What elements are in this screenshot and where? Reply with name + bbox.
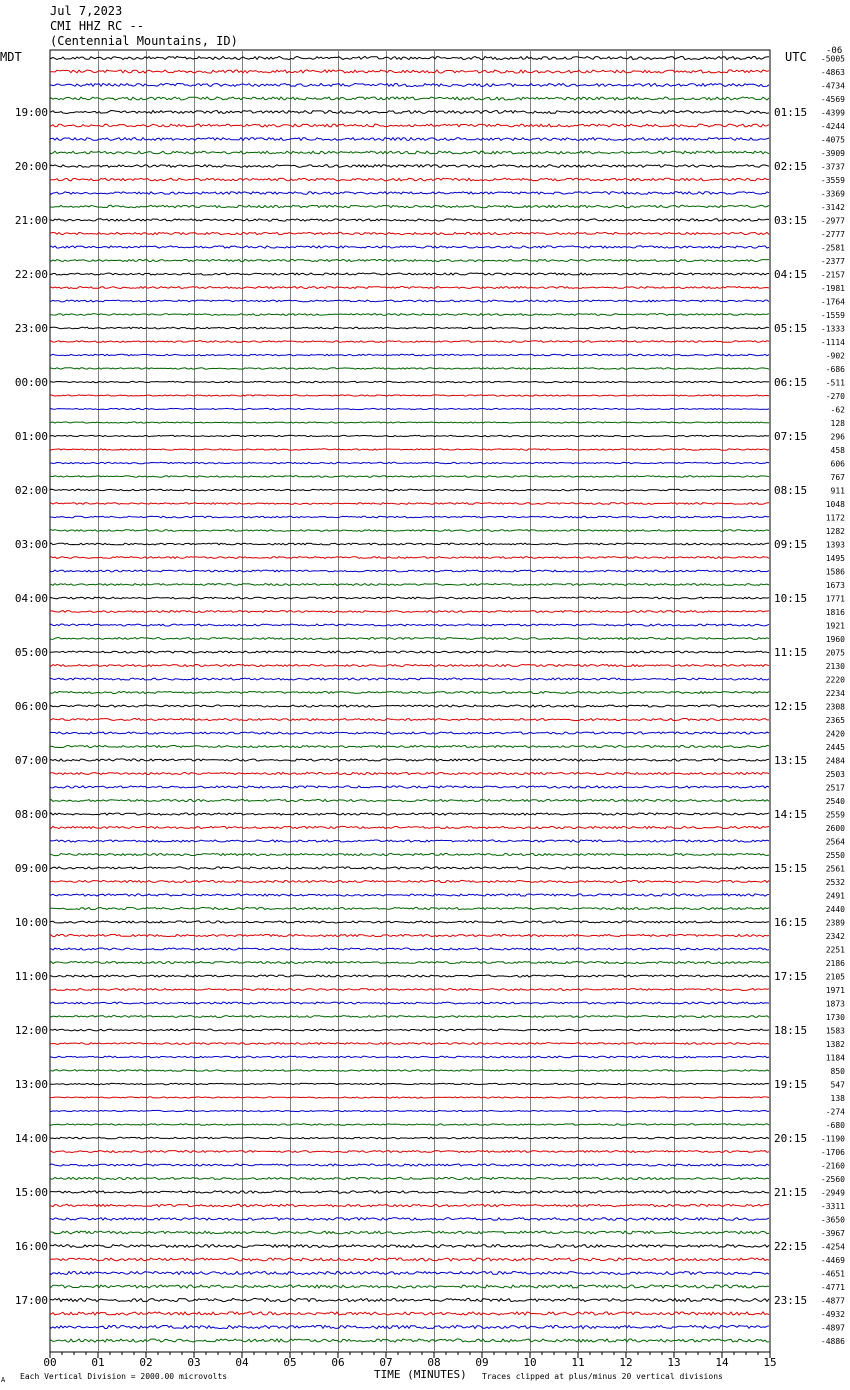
seismic-trace bbox=[50, 503, 769, 505]
trace-offset-label: -2977 bbox=[820, 216, 845, 226]
trace-offset-label: 2564 bbox=[825, 837, 845, 847]
trace-offset-label: 2075 bbox=[825, 648, 845, 658]
seismic-trace bbox=[50, 543, 769, 545]
seismic-trace bbox=[50, 56, 769, 59]
seismic-trace bbox=[50, 1191, 769, 1193]
trace-offset-label: -3142 bbox=[820, 203, 845, 212]
right-hour-label: 13:15 bbox=[774, 754, 808, 767]
x-tick-label: 06 bbox=[331, 1356, 345, 1369]
trace-offset-label: 1873 bbox=[825, 999, 845, 1009]
trace-offset-label: 2342 bbox=[825, 932, 845, 941]
trace-offset-label: 2130 bbox=[825, 662, 845, 671]
right-hour-label: 01:15 bbox=[774, 106, 808, 119]
trace-offset-label: -4651 bbox=[820, 1269, 845, 1279]
trace-offset-label: 2540 bbox=[825, 797, 845, 806]
seismic-trace bbox=[50, 880, 769, 882]
trace-offset-label: -2160 bbox=[820, 1161, 845, 1171]
trace-offset-label: 2389 bbox=[825, 918, 845, 928]
trace-offset-label: 1393 bbox=[825, 540, 845, 550]
seismic-trace bbox=[50, 678, 769, 680]
trace-offset-label: -3369 bbox=[820, 189, 845, 199]
seismic-trace bbox=[50, 151, 769, 154]
seismic-trace bbox=[50, 989, 769, 991]
trace-offset-label: -274 bbox=[825, 1107, 845, 1117]
trace-offset-label: -3909 bbox=[820, 149, 845, 158]
seismic-trace bbox=[50, 530, 769, 532]
right-hour-label: 15:15 bbox=[774, 862, 808, 875]
left-hour-label: 20:00 bbox=[14, 160, 48, 173]
trace-offset-label: 2600 bbox=[825, 824, 845, 833]
seismic-trace bbox=[50, 341, 769, 343]
x-tick-label: 15 bbox=[763, 1356, 777, 1369]
plot-frame bbox=[50, 50, 770, 1352]
corner-mark: A bbox=[1, 1376, 6, 1384]
seismic-trace bbox=[50, 1285, 769, 1288]
seismic-trace bbox=[50, 97, 769, 100]
right-hour-label: 17:15 bbox=[774, 970, 808, 983]
trace-offset-label: -4569 bbox=[820, 95, 845, 104]
x-tick-label: 14 bbox=[715, 1356, 729, 1369]
left-hour-label: 12:00 bbox=[14, 1024, 48, 1037]
seismic-trace bbox=[50, 1245, 769, 1248]
trace-offset-label: 767 bbox=[830, 473, 845, 482]
x-tick-label: 01 bbox=[91, 1356, 105, 1369]
trace-offset-label: 850 bbox=[830, 1067, 845, 1076]
seismic-trace bbox=[50, 381, 769, 382]
trace-offset-label: -4932 bbox=[820, 1310, 845, 1319]
trace-offset-label: -4469 bbox=[820, 1256, 845, 1265]
seismic-trace bbox=[50, 232, 769, 234]
seismic-trace bbox=[50, 1137, 769, 1139]
seismic-trace bbox=[50, 786, 769, 788]
seismic-trace bbox=[50, 327, 769, 329]
seismic-trace bbox=[50, 1325, 769, 1328]
corner-note: -06 bbox=[826, 46, 843, 56]
trace-offset-label: 2186 bbox=[825, 959, 845, 968]
left-hour-label: 07:00 bbox=[14, 754, 48, 767]
right-hour-label: 08:15 bbox=[774, 484, 808, 497]
header-date: Jul 7,2023 bbox=[50, 4, 123, 18]
scale-note: Each Vertical Division = 2000.00 microvolts bbox=[20, 1372, 228, 1381]
trace-offset-label: 2365 bbox=[825, 716, 845, 725]
seismic-trace bbox=[50, 1070, 769, 1072]
seismic-trace bbox=[50, 259, 769, 261]
trace-offset-label: -3737 bbox=[820, 162, 845, 172]
trace-offset-label: 2308 bbox=[825, 702, 845, 712]
x-tick-label: 03 bbox=[187, 1356, 201, 1369]
seismic-trace bbox=[50, 84, 769, 87]
seismic-trace bbox=[50, 853, 769, 855]
trace-offset-label: 2220 bbox=[825, 675, 845, 685]
trace-offset-label: 2420 bbox=[825, 729, 845, 739]
trace-offset-label: 1586 bbox=[825, 567, 845, 577]
left-hour-label: 01:00 bbox=[14, 430, 48, 443]
seismic-trace bbox=[50, 772, 769, 774]
seismic-trace bbox=[50, 1312, 769, 1315]
seismic-trace bbox=[50, 219, 769, 221]
trace-offset-label: -4399 bbox=[820, 108, 845, 118]
seismic-trace bbox=[50, 597, 769, 599]
seismic-trace bbox=[50, 732, 769, 734]
seismic-trace bbox=[50, 1043, 769, 1045]
left-hour-label: 04:00 bbox=[14, 592, 48, 605]
x-tick-label: 10 bbox=[523, 1356, 537, 1369]
x-tick-label: 13 bbox=[667, 1356, 681, 1369]
right-hour-label: 20:15 bbox=[774, 1132, 808, 1145]
seismic-trace bbox=[50, 314, 769, 316]
seismic-trace bbox=[50, 449, 769, 450]
trace-offset-label: -4244 bbox=[820, 122, 845, 131]
right-hour-label: 21:15 bbox=[774, 1186, 808, 1199]
seismic-trace bbox=[50, 1177, 769, 1179]
trace-offset-label: 1960 bbox=[825, 635, 845, 644]
right-hour-label: 18:15 bbox=[774, 1024, 808, 1037]
trace-offset-label: -2581 bbox=[820, 243, 845, 253]
left-timezone-label: MDT bbox=[0, 50, 22, 64]
seismic-trace bbox=[50, 1110, 769, 1111]
trace-offset-label: 2550 bbox=[825, 851, 845, 860]
trace-offset-label: -3967 bbox=[820, 1229, 845, 1238]
x-axis-label: TIME (MINUTES) bbox=[374, 1368, 467, 1381]
seismic-trace bbox=[50, 1164, 769, 1166]
left-hour-label: 15:00 bbox=[14, 1186, 48, 1199]
trace-offset-label: 1048 bbox=[825, 500, 845, 509]
seismic-trace bbox=[50, 1298, 769, 1301]
seismic-trace bbox=[50, 1124, 769, 1125]
seismic-trace bbox=[50, 745, 769, 747]
seismic-trace bbox=[50, 287, 769, 289]
trace-offset-label: -2560 bbox=[820, 1175, 845, 1184]
seismic-trace bbox=[50, 1218, 769, 1221]
seismic-trace bbox=[50, 840, 769, 842]
trace-offset-label: 2440 bbox=[825, 905, 845, 914]
seismic-trace bbox=[50, 692, 769, 694]
seismic-trace bbox=[50, 70, 769, 73]
trace-offset-label: -511 bbox=[825, 378, 845, 388]
seismic-trace bbox=[50, 165, 769, 168]
trace-offset-label: -4075 bbox=[820, 135, 845, 145]
seismic-trace bbox=[50, 894, 769, 896]
trace-offset-label: -2949 bbox=[820, 1188, 845, 1198]
trace-offset-label: 458 bbox=[830, 446, 845, 455]
trace-offset-label: 2484 bbox=[825, 756, 845, 766]
left-hour-label: 17:00 bbox=[14, 1294, 48, 1307]
seismic-trace bbox=[50, 1258, 769, 1261]
trace-offset-label: 128 bbox=[830, 419, 845, 428]
x-tick-label: 05 bbox=[283, 1356, 297, 1369]
seismic-trace bbox=[50, 1339, 769, 1342]
trace-offset-label: -4771 bbox=[820, 1283, 845, 1292]
trace-offset-label: -1559 bbox=[820, 311, 845, 320]
left-hour-label: 11:00 bbox=[14, 970, 48, 983]
seismic-trace bbox=[50, 665, 769, 667]
seismic-trace bbox=[50, 651, 769, 653]
seismic-trace bbox=[50, 192, 769, 195]
right-hour-label: 10:15 bbox=[774, 592, 808, 605]
right-hour-label: 06:15 bbox=[774, 376, 808, 389]
trace-offset-label: -1333 bbox=[820, 324, 845, 334]
trace-offset-label: -5005 bbox=[820, 54, 845, 64]
trace-offset-label: -1764 bbox=[820, 297, 845, 307]
right-hour-label: 14:15 bbox=[774, 808, 808, 821]
seismic-trace bbox=[50, 1083, 769, 1084]
right-hour-label: 23:15 bbox=[774, 1294, 808, 1307]
trace-offset-label: -62 bbox=[830, 405, 845, 415]
x-tick-label: 04 bbox=[235, 1356, 249, 1369]
left-hour-label: 16:00 bbox=[14, 1240, 48, 1253]
seismic-trace bbox=[50, 462, 769, 463]
clip-note: Traces clipped at plus/minus 20 vertical divisions bbox=[482, 1372, 723, 1381]
right-hour-label: 22:15 bbox=[774, 1240, 808, 1253]
seismic-trace bbox=[50, 516, 769, 518]
trace-offset-label: 1583 bbox=[825, 1026, 845, 1036]
seismic-trace bbox=[50, 1016, 769, 1018]
seismic-trace bbox=[50, 759, 769, 761]
seismic-trace bbox=[50, 1231, 769, 1234]
left-hour-label: 08:00 bbox=[14, 808, 48, 821]
seismic-trace bbox=[50, 948, 769, 950]
seismic-trace bbox=[50, 395, 769, 396]
trace-offset-label: 1921 bbox=[825, 621, 845, 631]
seismic-trace bbox=[50, 718, 769, 720]
x-tick-label: 11 bbox=[571, 1356, 585, 1369]
seismic-trace bbox=[50, 624, 769, 626]
trace-offset-label: -4863 bbox=[820, 68, 845, 77]
seismic-trace bbox=[50, 705, 769, 707]
left-hour-label: 06:00 bbox=[14, 700, 48, 713]
trace-offset-label: 2491 bbox=[825, 891, 845, 901]
seismic-trace bbox=[50, 1204, 769, 1207]
trace-offset-label: -4877 bbox=[820, 1296, 845, 1306]
left-hour-label: 13:00 bbox=[14, 1078, 48, 1091]
left-hour-label: 03:00 bbox=[14, 538, 48, 551]
left-hour-label: 21:00 bbox=[14, 214, 48, 227]
trace-offset-label: 911 bbox=[830, 486, 845, 496]
trace-offset-label: 1730 bbox=[825, 1013, 845, 1022]
trace-offset-label: 1495 bbox=[825, 554, 845, 563]
seismic-trace bbox=[50, 1097, 769, 1098]
left-hour-label: 05:00 bbox=[14, 646, 48, 659]
trace-offset-label: 1771 bbox=[825, 594, 845, 604]
right-hour-label: 07:15 bbox=[774, 430, 808, 443]
trace-offset-label: -902 bbox=[825, 351, 845, 361]
seismic-trace bbox=[50, 368, 769, 369]
seismic-trace bbox=[50, 611, 769, 613]
seismic-trace bbox=[50, 124, 769, 127]
x-tick-label: 12 bbox=[619, 1356, 633, 1369]
left-hour-label: 02:00 bbox=[14, 484, 48, 497]
seismic-trace bbox=[50, 1056, 769, 1058]
trace-offset-label: -4734 bbox=[820, 81, 845, 91]
seismic-trace bbox=[50, 799, 769, 801]
seismic-trace bbox=[50, 300, 769, 302]
x-tick-label: 02 bbox=[139, 1356, 153, 1369]
left-hour-label: 10:00 bbox=[14, 916, 48, 929]
right-hour-label: 12:15 bbox=[774, 700, 808, 713]
right-hour-label: 03:15 bbox=[774, 214, 808, 227]
trace-offset-label: 138 bbox=[830, 1094, 845, 1103]
seismic-trace bbox=[50, 246, 769, 248]
seismic-trace bbox=[50, 422, 769, 423]
trace-offset-label: -2777 bbox=[820, 230, 845, 239]
trace-offset-label: 1816 bbox=[825, 608, 845, 617]
right-hour-label: 11:15 bbox=[774, 646, 808, 659]
trace-offset-label: -1706 bbox=[820, 1148, 845, 1157]
seismic-trace bbox=[50, 826, 769, 828]
left-hour-label: 14:00 bbox=[14, 1132, 48, 1145]
seismic-trace bbox=[50, 1002, 769, 1004]
trace-offset-label: -1114 bbox=[820, 338, 845, 347]
trace-offset-label: 2445 bbox=[825, 743, 845, 752]
seismic-trace bbox=[50, 557, 769, 559]
seismic-trace bbox=[50, 273, 769, 275]
left-hour-label: 23:00 bbox=[14, 322, 48, 335]
trace-offset-label: 2532 bbox=[825, 878, 845, 887]
trace-offset-label: 606 bbox=[830, 459, 845, 469]
trace-offset-label: 2503 bbox=[825, 770, 845, 779]
trace-offset-label: 1172 bbox=[825, 513, 845, 523]
seismic-trace bbox=[50, 408, 769, 409]
right-timezone-label: UTC bbox=[785, 50, 807, 64]
seismic-trace bbox=[50, 813, 769, 815]
seismic-trace bbox=[50, 1029, 769, 1031]
seismic-trace bbox=[50, 1151, 769, 1153]
trace-offset-label: -2157 bbox=[820, 270, 845, 280]
left-hour-label: 09:00 bbox=[14, 862, 48, 875]
right-hour-label: 09:15 bbox=[774, 538, 808, 551]
seismic-trace bbox=[50, 1272, 769, 1275]
right-hour-label: 04:15 bbox=[774, 268, 808, 281]
trace-offset-label: -3311 bbox=[820, 1202, 845, 1211]
trace-offset-label: -3650 bbox=[820, 1215, 845, 1225]
trace-offset-label: 1282 bbox=[825, 527, 845, 536]
trace-offset-label: 2559 bbox=[825, 810, 845, 820]
x-tick-label: 09 bbox=[475, 1356, 489, 1369]
trace-offset-label: 2105 bbox=[825, 972, 845, 982]
left-hour-label: 22:00 bbox=[14, 268, 48, 281]
trace-offset-label: 1971 bbox=[825, 986, 845, 995]
seismic-trace bbox=[50, 962, 769, 964]
x-tick-label: 07 bbox=[379, 1356, 393, 1369]
seismic-trace bbox=[50, 476, 769, 478]
trace-offset-label: -1190 bbox=[820, 1134, 845, 1144]
trace-offset-label: -4254 bbox=[820, 1242, 845, 1252]
seismic-trace bbox=[50, 934, 769, 936]
trace-offset-label: -1981 bbox=[820, 284, 845, 293]
seismic-trace bbox=[50, 907, 769, 909]
trace-offset-label: -270 bbox=[825, 392, 845, 401]
trace-offset-label: -2377 bbox=[820, 257, 845, 266]
trace-offset-label: -680 bbox=[825, 1121, 845, 1130]
trace-offset-label: 1673 bbox=[825, 581, 845, 590]
right-hour-label: 02:15 bbox=[774, 160, 808, 173]
seismic-trace bbox=[50, 921, 769, 923]
seismic-trace bbox=[50, 570, 769, 572]
trace-offset-label: 2561 bbox=[825, 864, 845, 874]
seismic-trace bbox=[50, 867, 769, 869]
right-hour-label: 19:15 bbox=[774, 1078, 808, 1091]
trace-offset-label: 1382 bbox=[825, 1040, 845, 1049]
seismic-trace bbox=[50, 178, 769, 181]
trace-offset-label: 2251 bbox=[825, 945, 845, 955]
x-tick-label: 08 bbox=[427, 1356, 441, 1369]
seismic-trace bbox=[50, 111, 769, 114]
seismic-trace bbox=[50, 489, 769, 491]
x-tick-label: 00 bbox=[43, 1356, 57, 1369]
seismic-trace bbox=[50, 354, 769, 356]
trace-offset-label: -686 bbox=[825, 365, 845, 374]
seismic-trace bbox=[50, 975, 769, 977]
seismic-trace bbox=[50, 584, 769, 586]
seismic-trace bbox=[50, 638, 769, 640]
header-station: CMI HHZ RC -- bbox=[50, 19, 144, 33]
trace-offset-label: -3559 bbox=[820, 176, 845, 185]
trace-offset-label: 2234 bbox=[825, 689, 845, 698]
seismic-trace bbox=[50, 138, 769, 141]
left-hour-label: 19:00 bbox=[14, 106, 48, 119]
right-hour-label: 16:15 bbox=[774, 916, 808, 929]
header-location: (Centennial Mountains, ID) bbox=[50, 34, 238, 48]
trace-offset-label: 2517 bbox=[825, 783, 845, 793]
trace-offset-label: 547 bbox=[830, 1080, 845, 1090]
trace-offset-label: -4897 bbox=[820, 1323, 845, 1333]
trace-offset-label: -4886 bbox=[820, 1337, 845, 1346]
seismic-trace bbox=[50, 435, 769, 436]
trace-offset-label: 296 bbox=[830, 432, 845, 442]
seismic-trace bbox=[50, 205, 769, 207]
right-hour-label: 05:15 bbox=[774, 322, 808, 335]
trace-offset-label: 1184 bbox=[825, 1053, 845, 1063]
left-hour-label: 00:00 bbox=[14, 376, 48, 389]
